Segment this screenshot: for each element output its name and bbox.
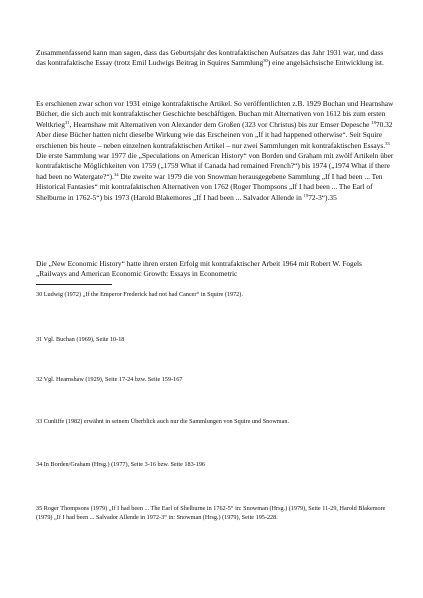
footnote-35: 35 Roger Thompsons (1979) „If I had been ... The Earl of Shelburne in 1762-5“ in: Snowman (Hrsg.) (1979), Seite 11-29, Harold Blakemore (1979) „If I had been ... Salvador Allende in 1972-3“ in: Snowman (Hrsg.) (1979), Seite 195-228. [36, 505, 386, 521]
footnote-33: 33 Cunliffe (1982) erwähnt in seinem Überblick auch nur die Sammlungen von Squire und Snowman. [36, 418, 290, 425]
footnote-34: 34 In Borden/Graham (Hrsg.) (1977), Seite 3-16 bzw. Seite 183-196 [36, 461, 206, 468]
footnote-31: 31 Vgl. Buchan (1969), Seite 10-18 [36, 336, 125, 343]
footnote-30: 30 Ludwig (1972) „If the Emperor Frederick had not had Cancer“ in Squire (1972). [36, 291, 243, 298]
footnote-32: 32 Vgl. Hearnshaw (1929), Seite 17-24 bzw. Seite 159-167 [36, 376, 183, 383]
footnote-separator [36, 284, 112, 285]
body-paragraph-2: Es erschienen zwar schon vor 1931 einige kontrafaktische Artikel. So veröffentlichten z.B. 1929 Buchan und Hearnshaw Bücher, die sich auch mit kontrafaktischer Geschichte beschäftigen. Buchan mit Alternativen von 1612 bis zum ersten Weltkrieg$^{31}$, Hearnshaw mit Alternativen von Alexander dem Großen (323 vor Christus) bis zur Emser Depesche $^{18}$70.32 Aber diese Bücher hatten nicht dieselbe Wirkung wie das Erscheinen von „If it had happened otherwise“. Seit Squire erschienen bis heute – neben einzelnen kontrafaktischen Artikel – nur zwei Sammlungen mit kontrafaktischen Essays.$^{33}$ Die erste Sammlung war 1977 die „Speculations on American History“ von Borden und Graham mit zwölf Artikeln über kontrafaktische Möglichkeiten von 1759 („1759 What if Canada had remained French?“) bis 1974 („1974 What if there had been no Watergate?“).$^{34}$ Die zweite war 1979 die von Snowman herausgegebene Sammlung „If I had been ... Ten Historical Fantasies“ mit kontrafaktischen Alternativen von 1762 (Roger Thompsons „If I had been ... The Earl of Shelburne in 1762-5“) bis 1973 (Harold Blakemores „If I had been ... Salvador Allende in $^{19}$72-3“).35 [36, 99, 394, 202]
body-paragraph-1: Zusammenfassend kann man sagen, dass das Geburtsjahr des kontrafaktischen Aufsatzes das Jahr 1931 war, und dass das kontrafaktische Essay (trotz Emil Ludwigs Beitrag in Squires Sammlung$^{30}$) eine angelsächsische Entwicklung ist. [36, 48, 384, 68]
body-paragraph-3: Die „New Economic History“ hatte ihren ersten Erfolg mit kontrafaktischer Arbeit 1964 mit Robert W. Fogels „Railways and American Economic Growth: Essays in Econometric [36, 259, 362, 279]
